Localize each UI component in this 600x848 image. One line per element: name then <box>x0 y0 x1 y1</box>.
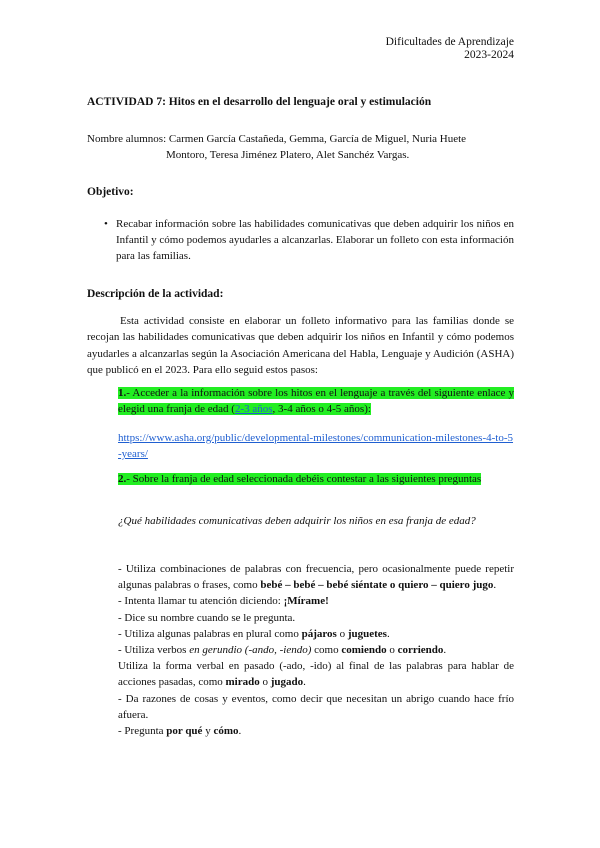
student-names-line1: Nombre alumnos: Carmen García Castañeda, Gemma, García de Miguel, Nuria Huete <box>87 133 467 145</box>
objective-text: Recabar información sobre las habilidades comunicativas que deben adquirir los niños en Infantil y cómo podemos ayudarles a alcanzarlas. Elaborar un folleto con esta información para las familias. <box>116 218 514 262</box>
step-1 <box>118 385 514 417</box>
list-item: - Utiliza verbos en gerundio (-ando, -iendo) como comiendo o corriendo. Utiliza la forma verbal en pasado (-ado, -ido) al final de las palabras para hablar de acciones pasadas, como mirado o jugado. <box>118 644 514 689</box>
list-item: - Utiliza combinaciones de palabras con frecuencia, pero ocasionalmente puede repetir algunas palabras o frases, como bebé – bebé – bebé siéntate o quiero – quiero jugo. <box>118 563 514 592</box>
objective-heading: Objetivo: <box>87 186 134 198</box>
description-paragraph <box>87 313 514 378</box>
course-name: Dificultades de Aprendizaje <box>385 36 514 48</box>
asha-link-container <box>118 430 514 462</box>
description-text: Esta actividad consiste en elaborar un folleto informativo para las familias donde se recojan las habilidades comunicativas que deben adquirir los niños en Infantil y cómo podemos ayudarles a alcanzarlas según la Asociación Americana del Habla, Lenguaje y Audición (ASHA) que publicó en el 2023. Para ello seguid estos pasos: <box>87 315 514 376</box>
activity-title: ACTIVIDAD 7: Hitos en el desarrollo del lenguaje oral y estimulación <box>87 96 432 108</box>
objective-bullet <box>104 216 514 264</box>
page-header <box>386 36 514 62</box>
step-1-number: 1. <box>118 387 127 399</box>
bullet-dot-icon: • <box>104 218 108 230</box>
step-2-text: 2.- Sobre la franja de edad seleccionada debéis contestar a las siguientes preguntas <box>118 473 482 485</box>
step-2 <box>118 471 514 487</box>
list-item: - Pregunta por qué y cómo. <box>118 725 242 738</box>
student-names <box>87 131 514 163</box>
step-1-text: 1.- Acceder a la información sobre los hitos en el lenguaje a través del siguiente enlace y elegid una franja de edad (2-3 años, 3-4 años o 4-5 años): <box>118 387 514 415</box>
description-heading: Descripción de la actividad: <box>87 288 224 300</box>
answer-list <box>118 561 514 739</box>
student-names-line2: Montoro, Teresa Jiménez Platero, Alet Sanchéz Vargas. <box>166 149 410 161</box>
age-range-link[interactable]: 2-3 años <box>234 403 273 415</box>
question-text: ¿Qué habilidades comunicativas deben adquirir los niños en esa franja de edad? <box>118 515 476 527</box>
academic-year: 2023-2024 <box>464 49 514 61</box>
list-item: - Utiliza algunas palabras en plural como pájaros o juguetes. <box>118 627 390 640</box>
step-2-number: 2. <box>118 473 127 485</box>
list-item: - Da razones de cosas y eventos, como decir que necesitan un abrigo cuando hace frío afuera. <box>118 692 514 721</box>
list-item: - Intenta llamar tu atención diciendo: ¡Mírame! <box>118 595 329 608</box>
list-item: - Dice su nombre cuando se le pregunta. <box>118 611 296 624</box>
asha-milestones-link[interactable]: https://www.asha.org/public/developmental-milestones/communication-milestones-4-to-5-years/ <box>118 432 514 460</box>
